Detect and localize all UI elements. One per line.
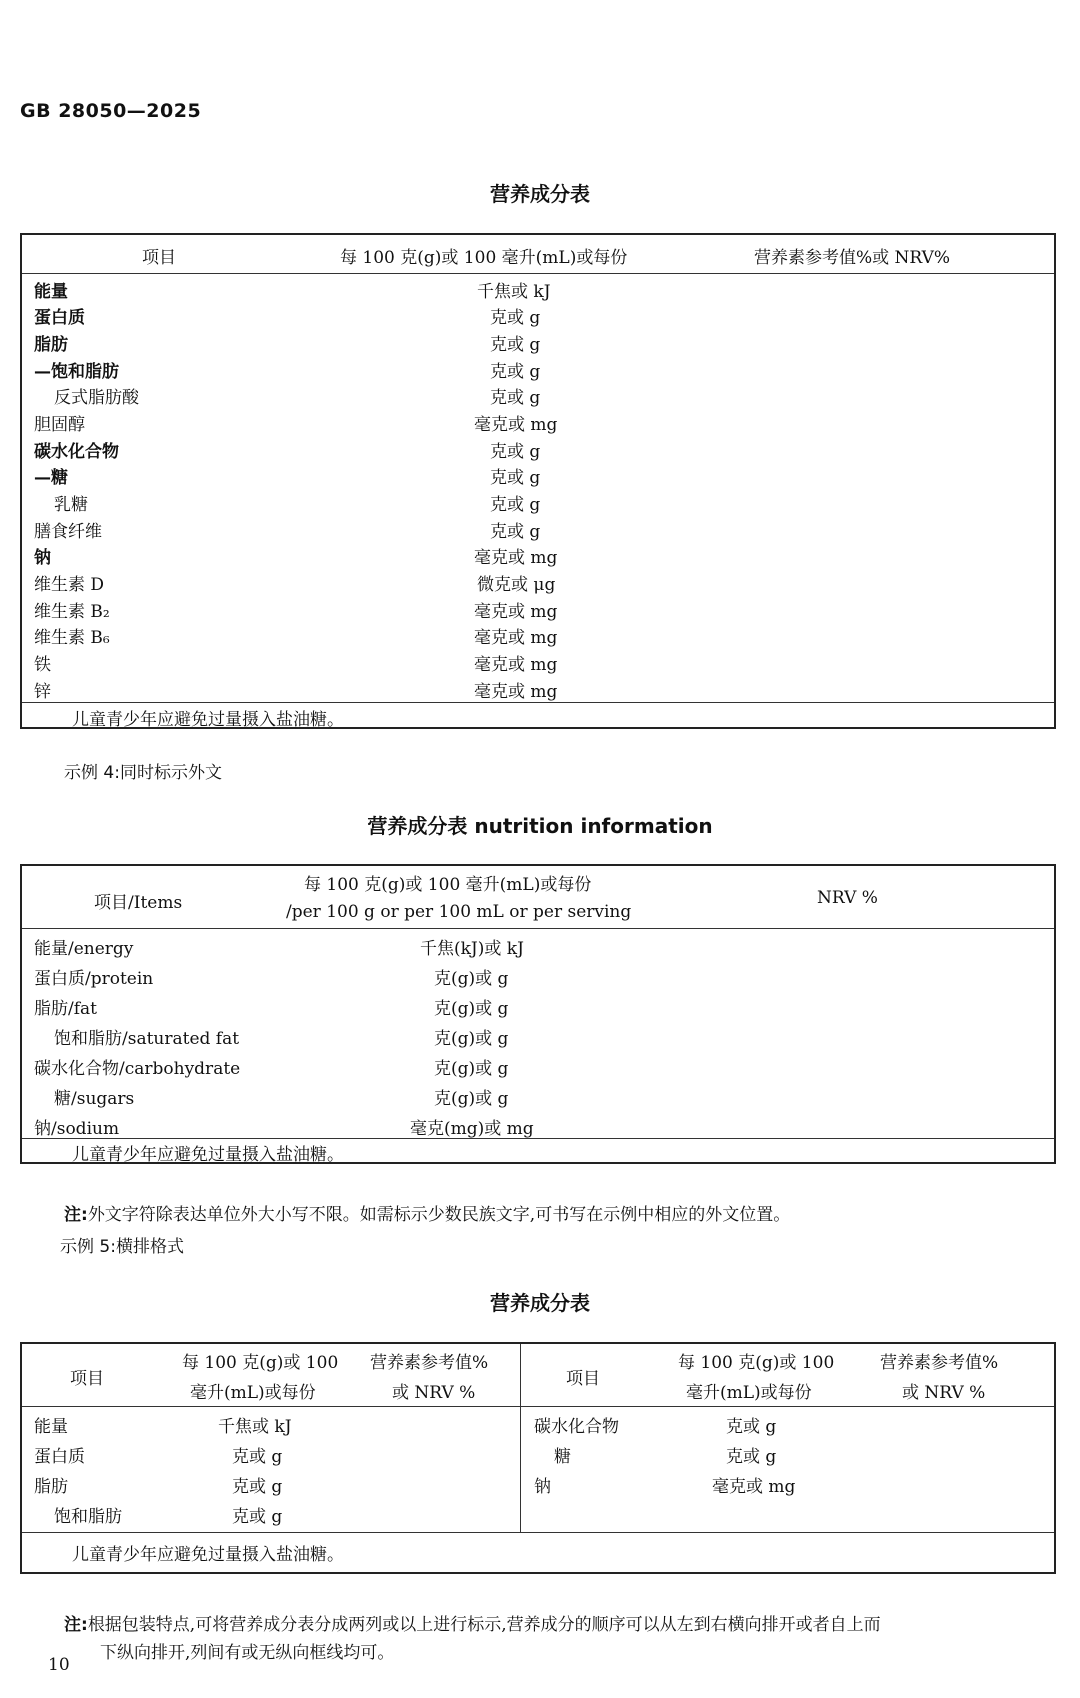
table-cell-unit: 克或 g — [726, 1417, 777, 1437]
table-row: 钠 — [534, 1477, 551, 1497]
table-row: 碳水化合物 — [534, 1417, 619, 1437]
example5-title: 营养成分表 — [490, 1291, 590, 1315]
example5-right-header-per100-2: 毫升(mL)或每份 — [686, 1383, 812, 1403]
table-row: 能量/energy — [34, 939, 134, 959]
table-row: 钠 — [34, 548, 51, 568]
table-row: 反式脂肪酸 — [54, 388, 139, 408]
example4-footer: 儿童青少年应避免过量摄入盐油糖。 — [72, 1145, 344, 1165]
note-label: 注: — [64, 1615, 88, 1635]
example4-header-item: 项目/Items — [94, 893, 183, 913]
example5-label: 示例 5:横排格式 — [60, 1237, 184, 1257]
table-cell-unit: 千焦(kJ)或 kJ — [420, 939, 524, 959]
table-cell-unit: 克或 g — [490, 388, 541, 408]
table-row: 脂肪 — [34, 335, 68, 355]
table-cell-unit: 毫克或 mg — [474, 602, 558, 622]
table1-header-nrv: 营养素参考值%或 NRV% — [754, 248, 951, 268]
table-cell-unit: 克或 g — [490, 468, 541, 488]
example5-right-header-per100: 每 100 克(g)或 100 — [678, 1353, 835, 1373]
example5-table — [20, 1342, 1056, 1574]
table-cell-unit: 千焦或 kJ — [477, 282, 551, 302]
table-row: 维生素 B₂ — [34, 602, 110, 622]
example5-left-header-item: 项目 — [70, 1369, 104, 1389]
table1-header-item: 项目 — [142, 248, 176, 268]
example5-footer: 儿童青少年应避免过量摄入盐油糖。 — [72, 1545, 344, 1565]
table-row: 脂肪 — [34, 1477, 68, 1497]
table-cell-unit: 毫克或 mg — [474, 682, 558, 702]
table-row: 碳水化合物/carbohydrate — [34, 1059, 241, 1079]
table-cell-unit: 克(g)或 g — [434, 969, 509, 989]
table-row: 膳食纤维 — [34, 522, 102, 542]
table-row: —糖 — [34, 468, 68, 488]
table-row: 能量 — [34, 1417, 68, 1437]
example4-title: 营养成分表 nutrition information — [367, 814, 713, 838]
table-cell-unit: 克或 g — [490, 362, 541, 382]
table-cell-unit: 克(g)或 g — [434, 1059, 509, 1079]
table-cell-unit: 克(g)或 g — [434, 1089, 509, 1109]
note-label: 注: — [64, 1205, 88, 1225]
table-row: 胆固醇 — [34, 415, 85, 435]
table-cell-unit: 毫克或 mg — [474, 415, 558, 435]
table1-title: 营养成分表 — [490, 182, 590, 206]
example5-left-header-per100: 每 100 克(g)或 100 — [182, 1353, 339, 1373]
table-row: 蛋白质/protein — [34, 969, 154, 989]
example5-note — [64, 1610, 881, 1635]
table-row: 碳水化合物 — [34, 442, 119, 462]
standard-number: GB 28050—2025 — [20, 100, 202, 122]
table-row: 脂肪/fat — [34, 999, 97, 1019]
table-cell-unit: 克或 g — [490, 522, 541, 542]
example4-table — [20, 864, 1056, 1164]
example5-right-header-nrv: 营养素参考值% — [880, 1353, 999, 1373]
table-cell-unit: 千焦或 kJ — [218, 1417, 292, 1437]
example4-header-per100-en: /per 100 g or per 100 mL or per serving — [286, 902, 632, 922]
table-cell-unit: 毫克(mg)或 mg — [410, 1119, 534, 1139]
table-cell-unit: 克或 g — [490, 495, 541, 515]
table-row: 饱和脂肪/saturated fat — [54, 1029, 240, 1049]
table-cell-unit: 克或 g — [490, 335, 541, 355]
table-cell-unit: 克或 g — [232, 1507, 283, 1527]
example5-right-header-item: 项目 — [566, 1369, 600, 1389]
example5-right-header-nrv-2: 或 NRV % — [902, 1383, 986, 1403]
table-row: 能量 — [34, 282, 68, 302]
table-row: 饱和脂肪 — [54, 1507, 122, 1527]
table-cell-unit: 克(g)或 g — [434, 999, 509, 1019]
example4-label: 示例 4:同时标示外文 — [64, 763, 222, 783]
table-cell-unit: 克或 g — [726, 1447, 777, 1467]
example4-header-per100: 每 100 克(g)或 100 毫升(mL)或每份 — [304, 875, 592, 895]
table-cell-unit: 克或 g — [232, 1447, 283, 1467]
table1 — [20, 233, 1056, 729]
table-cell-unit: 毫克或 mg — [474, 548, 558, 568]
table-row: 锌 — [34, 682, 51, 702]
table-cell-unit: 克或 g — [490, 442, 541, 462]
table-cell-unit: 克(g)或 g — [434, 1029, 509, 1049]
table1-header-per100: 每 100 克(g)或 100 毫升(mL)或每份 — [340, 248, 628, 268]
table-row: 乳糖 — [54, 495, 88, 515]
note-text: 根据包装特点,可将营养成分表分成两列或以上进行标示,营养成分的顺序可以从左到右横向排开或者自上而 — [87, 1615, 881, 1635]
table-row: 蛋白质 — [34, 308, 85, 328]
table1-footer: 儿童青少年应避免过量摄入盐油糖。 — [72, 710, 344, 730]
table-cell-unit: 毫克或 mg — [474, 655, 558, 675]
table-cell-unit: 微克或 μg — [477, 575, 556, 595]
example5-left-header-nrv-2: 或 NRV % — [392, 1383, 476, 1403]
example5-left-header-per100-2: 毫升(mL)或每份 — [190, 1383, 316, 1403]
table-row: 糖/sugars — [54, 1089, 135, 1109]
table-cell-unit: 毫克或 mg — [474, 628, 558, 648]
example5-note-line2: 下纵向排开,列间有或无纵向框线均可。 — [100, 1643, 395, 1663]
table-row: —饱和脂肪 — [34, 362, 119, 382]
table-row: 蛋白质 — [34, 1447, 85, 1467]
example5-left-header-nrv: 营养素参考值% — [370, 1353, 489, 1373]
table-cell-unit: 毫克或 mg — [712, 1477, 796, 1497]
example4-note — [64, 1200, 790, 1225]
page-number: 10 — [48, 1655, 70, 1675]
example4-header-nrv: NRV % — [817, 888, 878, 908]
table-cell-unit: 克或 g — [232, 1477, 283, 1497]
table-row: 铁 — [34, 655, 51, 675]
table-row: 钠/sodium — [34, 1119, 120, 1139]
table-row: 维生素 D — [34, 575, 105, 595]
table-row: 维生素 B₆ — [34, 628, 110, 648]
table-row: 糖 — [554, 1447, 571, 1467]
note-text: 外文字符除表达单位外大小写不限。如需标示少数民族文字,可书写在示例中相应的外文位置。 — [87, 1205, 791, 1225]
table-cell-unit: 克或 g — [490, 308, 541, 328]
